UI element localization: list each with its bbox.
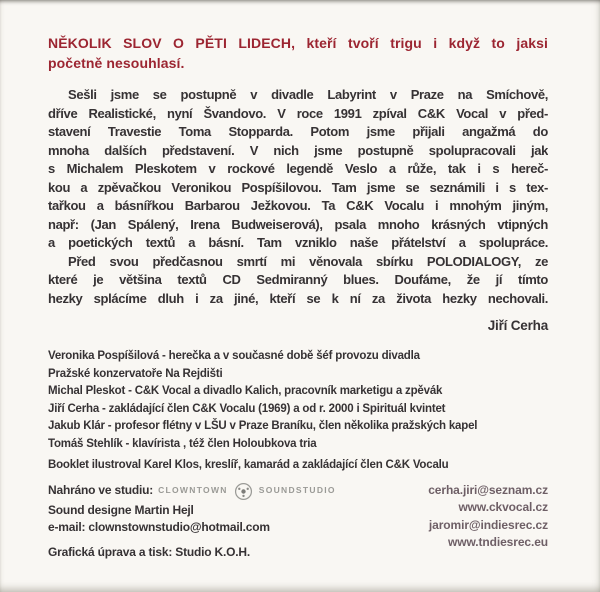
recorded-at-line [48, 481, 336, 502]
credit-line: Jiří Cerha - zakládající člen C&K Vocalu (1969) a od r. 2000 i Spirituál kvintet [48, 402, 446, 415]
credit-line: Veronika Pospíšilová - herečka a v současné době šéf provozu divadla [48, 350, 420, 362]
contact-email-jaromir: jaromir@indiesrec.cz [428, 517, 548, 532]
graphics-print-line: Grafická úprava a tisk: Studio K.O.H. [48, 544, 250, 559]
booklet-credit-line: Booklet ilustroval Karel Klos, kreslíř, kamarád a zakládající člen C&K Vocalu [48, 459, 449, 471]
paragraph-line: s Michalem Pleskotem v rockové legendě Veslo a růže, tak i s hereč- [48, 161, 548, 176]
credit-line: Michal Pleskot - C&K Vocal a divadlo Kalich, pracovník marketigu a zpěvák [48, 385, 443, 397]
paragraph-line: tařkou a básnířkou Barbarou Ježkovou. Ta C&K Vocalu i mnohým jiným, [48, 198, 548, 213]
credit-line: Pražské konzervatoře Na Rejdišti [48, 367, 223, 380]
paragraph-line: dříve Realistické, nyní Švandovo. V roce 1991 zpíval C&K Vocal v před- [48, 105, 548, 121]
bottom-row [48, 481, 548, 562]
recorded-at-label: Nahráno ve studiu: [48, 483, 154, 498]
clowntown-soundstudio-logo-icon [233, 481, 254, 502]
paragraph-line: které je většina textů CD Sedmiranný blues. Doufáme, že jí tímto [48, 272, 548, 287]
paragraph-line: kou a zpěvačkou Veronikou Pospíšilovou. Tam jsme se seznámili i s tex- [48, 179, 548, 195]
paragraph-line: Před svou předčasnou smrtí mi věnovala sbírku POLODIALOGY, ze [68, 253, 548, 269]
heading-line-1: NĚKOLIK SLOV O PĚTI LIDECH, kteří tvoří trigu i když to jaksi [48, 35, 548, 51]
credit-line: Tomáš Stehlík - klavírista , též člen Holoubkova tria [48, 437, 317, 450]
body-text [48, 86, 548, 308]
contact-email-cerha: cerha.jiri@seznam.cz [428, 482, 548, 497]
paragraph-line: hezky splácíme dluh i za jiné, kteří se k ní za života hezky nechovali. [48, 290, 548, 306]
studio-block [48, 481, 336, 562]
paragraph-line: např: (Jan Spálený, Irena Budweiserová), psala mnoho krásných vtipných [48, 216, 548, 232]
contact-url-indiesrec: www.tndiesrec.eu [448, 535, 548, 549]
contact-links-block [428, 481, 548, 552]
soundstudio-logo-text: SOUNDSTUDIO [258, 485, 336, 496]
people-credits [48, 348, 548, 453]
clowntown-logo-text: CLOWNTOWN [158, 485, 228, 496]
paragraph-line: a poetických textů a básní. Tam vzniklo naše přátelství a spolupráce. [48, 235, 548, 250]
contact-url-ckvocal: www.ckvocal.cz [458, 500, 548, 514]
page-title [48, 33, 548, 73]
paragraph-line: stavení Travestie Toma Stopparda. Potom jsme přijali angažmá do [48, 124, 548, 139]
paragraph-line: mnoha dalších představení. V nich jsme postupně spolupracovali jak [48, 142, 548, 158]
credit-line: Jakub Klár - profesor flétny v LŠU v Praze Braníku, člen několika pražských kapel [48, 420, 478, 432]
author-signature: Jiří Cerha [487, 318, 548, 333]
sound-design-line: Sound designe Martin Hejl [48, 502, 194, 517]
paragraph-line: Sešli jsme se postupně v divadle Labyrint v Praze na Smíchově, [68, 87, 548, 102]
heading-line-2: početně nesouhlasí. [48, 55, 185, 71]
studio-email-line: e-mail: clownstownstudio@hotmail.com [48, 520, 270, 534]
